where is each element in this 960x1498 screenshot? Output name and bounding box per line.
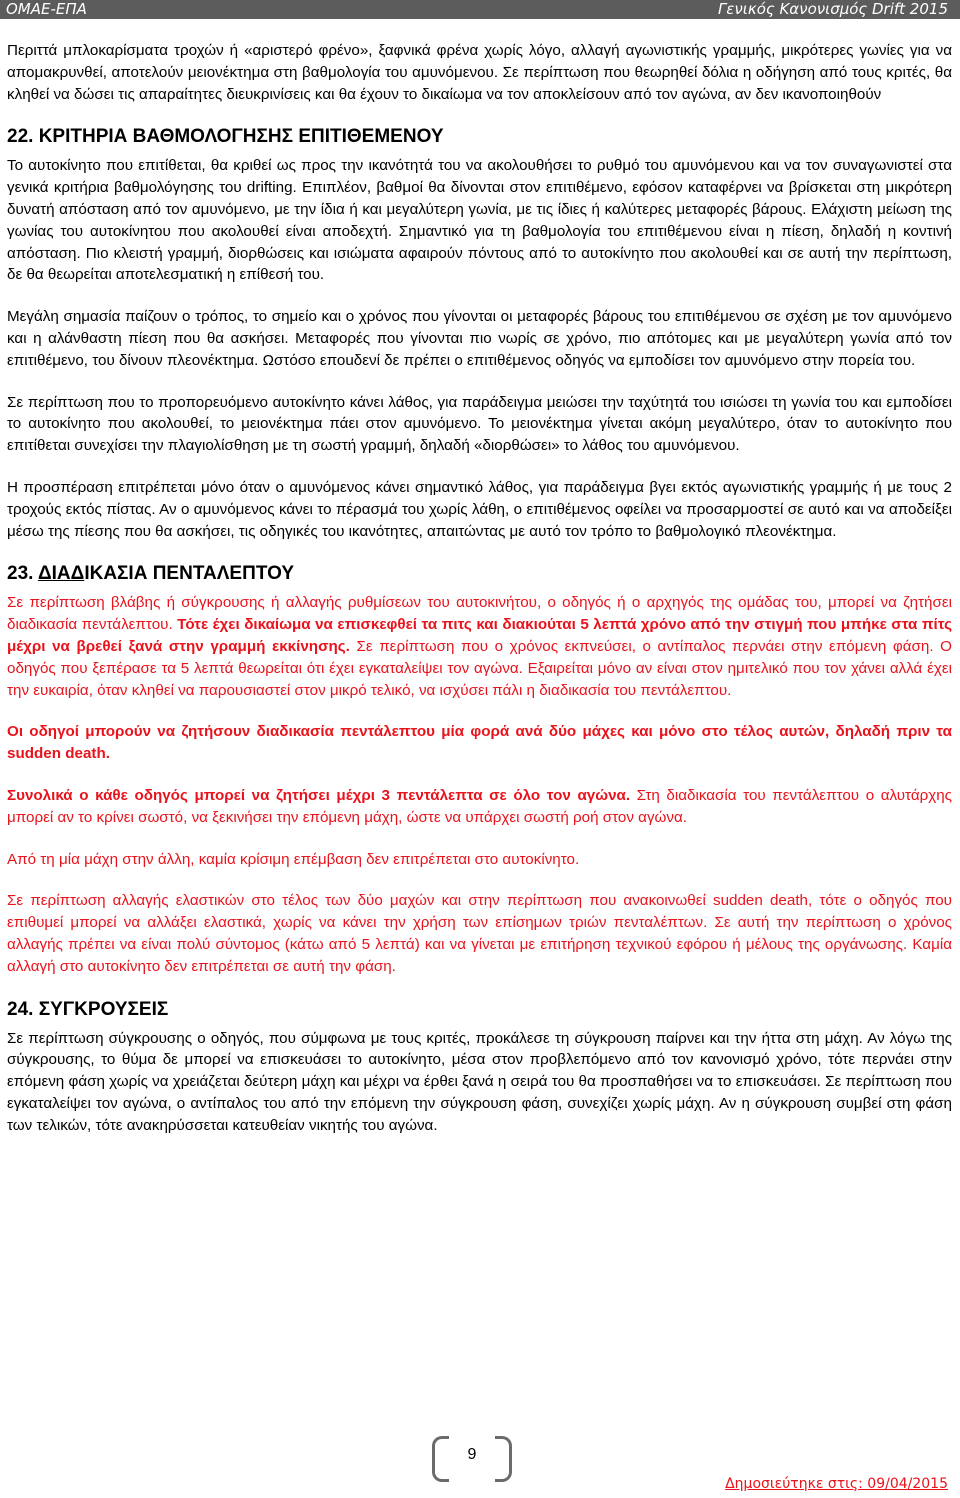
page-number: 9 <box>467 1446 477 1463</box>
paragraph: Μεγάλη σημασία παίζουν ο τρόπος, το σημείο και ο χρόνος που γίνονται οι μεταφορές βάρους του επιτιθέμενου σε σχέση με τον αμυνόμενο και η αλάνθαστη πίεση που θα ασκήσει. Μεταφορές που γίνονται πιο νωρίς σε χρόνο, πιο απότομες και με μεγαλύτερη γωνία από τον επιτιθέμενο, του δίνουν πλεονέκτημα. Ωστόσο εποuδενί δε πρέπει ο επιτιθέμενος οδηγός να εμποδίσει τον αμυνόμενο στην πορεία του. <box>7 308 952 369</box>
page-number-box <box>432 1436 512 1476</box>
paragraph-part: Σε περίπτωση βλάβης ή σύγκρουσης ή αλλαγής ρυθμίσεων του αυτοκινήτου, ο οδηγός ή ο αρχηγός της ομάδας του, μπορεί να ζητήσει διαδικασία πεντάλεπτου. <box>7 594 952 634</box>
section-24-title: 24. ΣΥΓΚΡΟΥΣΕΙΣ <box>7 998 169 1020</box>
paragraph: Περιττά μπλοκαρίσματα τροχών ή «αριστερό φρένο», ξαφνικά φρένα χωρίς λόγο, αλλαγή αγωνιστικής γραμμής, μικρότερες γωνίες για να απομακρυνθεί, αποτελούν μειονέκτημα στη βαθμολογία του αμυνόμενου. Σε περίπτωση που θεωρηθεί δόλια η οδήγηση από τους κριτές, θα κληθεί να δώσει τις απαραίτητες διευκρινίσεις και θα έχουν το δικαίωμα να τον αποκλείσουν από τον αγώνα, αν δεν ικανοποιηθούν <box>7 42 952 103</box>
paragraph: Σε περίπτωση αλλαγής ελαστικών στο τέλος των δύο μαχών και στην περίπτωση που ανακοινωθεί sudden death, τότε ο οδηγός που επιθυμεί μπορεί να αλλάξει ελαστικά, χωρίς να κάνει την χρήση των επίσημων τριών πενταλέπτων. Σε αυτή την περίπτωση ο χρόνος αλλαγής πρέπει να είναι πολύ σύντομος (κάτω από 5 λεπτά) και να γίνεται με επιτήρηση τεχνικού εφόρου ή μέλους της οργάνωσης. Καμία αλλαγή στο αυτοκίνητο δεν επιτρέπεται σε αυτή την φάση. <box>7 892 952 975</box>
section-23-number: 23. <box>7 563 38 585</box>
right-brace-icon <box>495 1436 512 1482</box>
paragraph <box>7 592 952 701</box>
paragraph: Από τη μία μάχη στην άλλη, καμία κρίσιμη επέμβαση δεν επιτρέπεται στο αυτοκίνητο. <box>7 850 580 868</box>
paragraph-bold-part: Συνολικά ο κάθε οδηγός μπορεί να ζητήσει μέχρι 3 πεντάλεπτα σε όλο τον αγώνα. <box>7 786 631 804</box>
section-22-title: 22. ΚΡΙΤΗΡΙΑ ΒΑΘΜΟΛΟΓΗΣΗΣ ΕΠΙΤΙΘΕΜΕΝΟΥ <box>7 126 444 148</box>
section-23-title-underlined: ΔΙΑΔ <box>38 563 85 585</box>
section-23-title-rest: ΙΚΑΣΙΑ ΠΕΝΤΑΛΕΠΤΟΥ <box>84 563 294 585</box>
header-org: ΟΜΑΕ-ΕΠΑ <box>6 0 87 18</box>
paragraph-part: Σε περίπτωση που ο χρόνος εκπνεύσει, ο αντίπαλος περνάει στην επόμενη φάση. Ο οδηγός που ξεπέρασε τα 5 λεπτά θεωρείται ότι έχει εγκαταλείψει τον αγώνα. Εξαιρείται μόνο αν είναι στον ημιτελικό που τον χάνει αλλά έχει την ευκαιρία, όταν κληθεί να παρουσιαστεί στον μικρό τελικό, να ισχύσει πάλι η διαδικασία του πεντάλεπτου. <box>7 637 952 699</box>
paragraph: Οι οδηγοί μπορούν να ζητήσουν διαδικασία πεντάλεπτου μία φορά ανά δύο μάχες και μόνο στο τέλος αυτών, δηλαδή πριν τα sudden death. <box>7 723 952 763</box>
section-23-title <box>7 562 952 586</box>
paragraph: Το αυτοκίνητο που επιτίθεται, θα κριθεί ως προς την ικανότητά του να ακολουθήσει το ρυθμό του αμυνόμενου και να τον συναγωνιστεί στα γενικά κριτήρια βαθμολόγησης του drifting. Επιπλέον, βαθμοί θα δίνονται στον επιτιθέμενο, εφόσον καταφέρνει να βρίσκεται στη μικρότερη δυνατή απόσταση από τον αμυνόμενο, με την ίδια ή και μεγαλύτερη γωνία, με τις ίδιες ή καλύτερες μεταφορές βάρους. Ελάχιστη μείωση της γωνίας του αυτοκίνητου που ακολουθεί είναι αποδεχτή. Σημαντικό για τη βαθμολογία του επιτιθέμενου είναι η πίεση, δηλαδή η κοντινή απόσταση. Πιο κλειστή γραμμή, διορθώσεις και ισιώματα αφαιρούν πόντους από το αυτοκίνητο που ακολουθεί και σε αυτή την περίπτωση, δε θα θεωρείται αποτελεσματική η επίθεσή του. <box>7 157 952 284</box>
paragraph: Η προσπέραση επιτρέπεται μόνο όταν ο αμυνόμενος κάνει σημαντικό λάθος, για παράδειγμα βγει εκτός αγωνιστικής γραμμής ή με τους 2 τροχούς εκτός πίστας. Αν ο αμυνόμενος κάνει το πέρασμά του χωρίς λάθη, ο επιτιθέμενος οφείλει να προσαρμοστεί σε αυτό και να αποδείξει μέσω της πίεσης που θα ασκήσει, τις οδηγικές του ικανότητες, απαιτώντας με αυτό τον τρόπο το βαθμολογικό πλεονέκτημα. <box>7 478 952 540</box>
header-document-title: Γενικός Κανονισμός Drift 2015 <box>717 0 948 18</box>
published-date: Δημοσιεύτηκε στις: 09/04/2015 <box>725 1476 948 1492</box>
paragraph-bold-part: Τότε έχει δικαίωμα να επισκεφθεί τα πιτς και διακιούται 5 λεπτά χρόνο από την στιγμή που μπήκε στα πίτς μέχρι να βρεθεί ξανά στην γραμμή εκκίνησης. <box>7 616 952 655</box>
document-body <box>7 40 952 1156</box>
paragraph: Σε περίπτωση που το προπορευόμενο αυτοκίνητο κάνει λάθος, για παράδειγμα μειώσει την ταχύτητά του ισιώσει τη γωνία του και εμποδίσει το αυτοκίνητο που ακολουθεί, το μειονέκτημα πάει στον αμυνόμενο. Το μειονέκτημα γίνεται ακόμη μεγαλύτερο, όταν το αυτοκίνητο που επιτίθεται συνεχίσει την πλαγιολίσθηση με τη σωστή γραμμή, δηλαδή «διορθώσει» το λάθος του αμυνόμενου. <box>7 393 952 455</box>
page-header <box>0 0 960 19</box>
paragraph-part: Στη διαδικασία του πεντάλεπτου ο αλυτάρχης μπορεί αν το κρίνει σωστό, να ξεκινήσει την επόμενη μάχη, ώστε να υπάρχει σωστή ροή στον αγώνα. <box>7 786 953 826</box>
paragraph <box>7 785 952 829</box>
paragraph: Σε περίπτωση σύγκρουσης ο οδηγός, που σύμφωνα με τους κριτές, προκάλεσε τη σύγκρουση παίρνει και την ήττα στη μάχη. Αν λόγω της σύγκρουσης, το θύμα δε μπορεί να επισκευάσει το αυτοκίνητο, μέσα στον προβλεπόμενο από τον κανονισμό χρόνο, τότε περνάει στην επόμενη φάση χωρίς να χρειάζεται δεύτερη μάχη και μέχρι να έρθει ξανά η σειρά του θα προσπαθήσει να το επισκευάσει. Σε περίπτωση που εγκαταλείψει τον αγώνα, ο αντίπαλος του από την επόμενη την σύγκρουση φάση, συνεχίζει χωρίς μάχη. Αν η σύγκρουση συμβεί στη φάση των τελικών, τότε ανακηρύσσεται κατευθείαν νικητής του αγώνα. <box>7 1029 952 1134</box>
